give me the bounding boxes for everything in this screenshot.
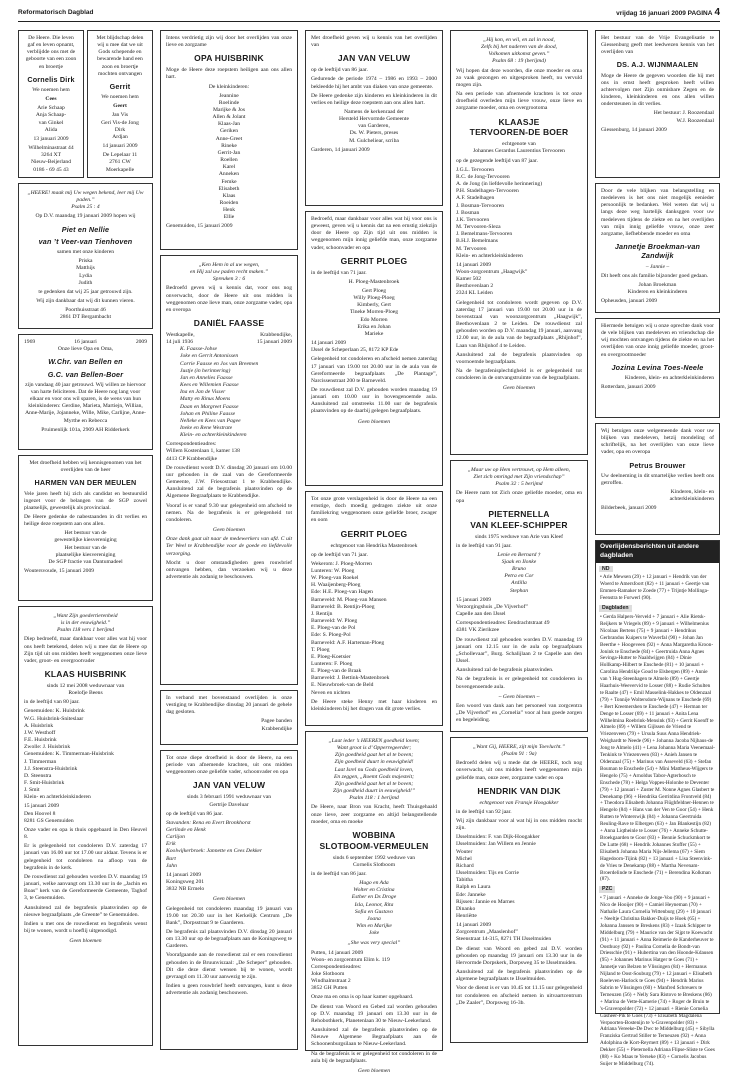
obituary-wobbina-slotboom: „Laat ieder ’s HEEREN goedheid loven; Want groot is d’ Opperregeerder; Zijn goedheid gaat het al te boven; Zijn goedheid duurt in eeuwigheid! Laat Isrel nu Gods goedheid loven, En zeggen, „Roemt Gods majesteit; Zijn goedheid gaat het al te boven; Zijn goedheid duurt in eeuwigheid!” Psalm 118 : 1 berijmd De Heere, naar Bron van Kracht, heeft Thuisgehaald onze lieve, zeer zorgzame en altijd belangstellende moeder, oma en moeke WOBBINA SLOTBOOM-VERMEULEN sinds 6 september 1992 weduwe van Cornelis Slotboom in de leeftijd van 86 jaar. Hugo en Ada Wolter en Cristina Esther en Ds Droge Isla, Leonor, Rita Sofia en Gustavo Joana Wim en Marijke Joke „She was very special” Putten, 14 januari 2009 Woon- en zorgcentrum Elim k. 119 Correspondentieadres: Joke Slotboom Windhalmstraat 2 3852 GH Putten Onze ma en oma is op haar kamer opgebaard. De dienst van Woord en Gebed zal worden gehouden op D.V. maandag 19 januari om 13.30 uur in de Rehobothkerk, Planetenlaan 30 te Nieuw-Leekerland. Aansluitend zal de begrafenis plaatsvinden op de Nieuwe Algemene Begraafplaats aan de Schoonenburgsilaan te Nieuw-Leekerland. Na de begrafenis is er gelegenheid tot condoleren in de aula bij de begraafplaats. Geen bloemen — [305, 731, 443, 1051]
obituary-klaasje-tervooren: „Hij kon, en wil, en zal in nood, Zelfs bij het naderen van de dood, Volkomen uitkomst geven.” Psalm 68 : 19 (berijmd) Wij hopen dat deze woorden, die onze moeder en oma zo vaak gezongen en uitgesproken heeft, nu vervuld mogen zijn. Na een periode van afnemende krachten is tot onze droefheid overleden mijn lieve vrouw, onze lieve en zorgzame moeder, oma en overgrootoma KLAASJE TERVOOREN-DE BOER echtgenote van Johannes Gerardus Laurentius Tervooren op de gezegende leeftijd van 87 jaar. J.G.L. Tervooren R.C. de Jong-Tervooren A. de Jong (in liefdevolle herinnering) P.H. Stadelhagen-Tervooren A.F. Stadelhagen J. Bosman-Tervooren J. Bosman J.K. Tervooren M. Tervooren-Sleza J. Bemelmans-Tervooren B.H.J. Bemelmans M. Tervooren Klein- en achterkleinkinderen 14 januari 2009 Woon-zorgcentrum „Haagwijk” Kamer 502 Besthovenlaan 2 2324 KL Leiden Gelegenheid tot condoleren wordt gegeven op D.V. zaterdag 17 januari van 19.00 tot 20.00 uur in de bovenstzaal van woonzorgcentrum „Haagwijk”, Beethovenlaan 2 te Leiden. De rouwdienst zal gehouden worden op D.V. maandag 19 januari, aanvang 12.00 uur, in de aula van de begraafplaats „Rhijnhof”, Laan van Rhijnhof 4 te Leiden. Aansluitend zal de begrafenis plaatsvinden op voornoemde begraafplaats. Na de begrafenisplechtigheid is er gelegenheid tot condoleren in de ontvangstruimte van de begraafplaats. Geen bloemen — [450, 30, 588, 455]
thanks-jozina-toes-neele: Hiermede betuigen wij u onze oprechte dank voor de vele blijken van medeleven en vriendschap die wij mochten ontvangen tijdens de ziekte en na het overlijden van onze innig geliefde moeder, groot- en overgrootmoeder Jozina Levina Toes-Neele Kinderen, klein- en achterkleinkinderen Rotterdam, januari 2009 — [595, 318, 720, 418]
column-1 — [18, 30, 153, 1044]
obituaries-other-newspapers: Overlijdensberichten uit andere dagbladen ND • Arie Mewsen (29) + 12 januari + Hendrik van der Woerd te Amersfoort (82) + 11 januari + Geertje van Emmen-Ramaker te Zoede (77) + Trijntje Mollinga-Feenstra te Forwerl (90). Dagbladen • Gerda Halpers-Verveld + 7 januari + Alie Rietsk-Reijkers te Vriegels (89) + 9 januari + Wilhelmenius Nicolaas Bertens (75) + 9 januari + Hendrikus Gerbrandus Kuipers te Waverfal (90) + Johan Jan Beerthe + Hoogeveen (92) + Anna Margaretha Kroon-Jonink te Enschede (84) + Geertruida Anna Agnes Sevinga-Hutter te Naaldwijgen (84) + Dinie Hollkamp-Hilbert te Enschede (81) + 10 januari + Carolina Hendrikje Goud te Elsbergen (89) + Annie van 't Hug-Steenhagen te Almelo (89) + Geertje Haarhuis-Weevervid te Losser (88) + Rudie Schulten te Raalte (47) + Emil Masselink-Hakkes te Oldenzaal (79) + Tonnije Woltersdom-Wijnans te Enschede (69) + Bert Kreemershen te Enschede (47) + Herman ter Denge te Losser (69) + 11 januari + Anita Lena Wilhelmina Roebrink-Mensink (93) + Gerrit Koenff te Almelo (69) + Willem Gijlssen de Vriend te Vriezenveen (79) + Ursula Suus Anna Hendriek-Weighardt te Neede (96) + Johanna Jacoba Nijhaus-de Jong te Almelo (41) + Lena Johanna Maria Veenemaal-Tenkink te Vriezenveen (83) + Anieh Jansen te Oldenzaal (75) + Marinus van Asseveld (63) + Stefan Bouman te Enschede (54) + Mini Mattheus-Wijgers te Hengelo (75) + Arnoldus Tabor-Agterbosch te Enschede (78) + Helga Voppes-Holonbe te Deventer (79) + 12 januari + Zuster M. Nonne Agnes Glasbert te Denekamp (96) + Hendrika Gerritdina Frontveld (84) + Theodora Elisabeth Johanna Flüghfeldner-Hennen te Hengelo (84) + Hans van der Ven te Goor (54) + Henk Rutten te Winterswijk (84) + Johanna Geertruida Reuling-Rave te Elbergen (63) + Jan Blankestijn (82) + Anna Liqtheinle te Losser (76) + Anneke Schutte-Broekgaarden te Goor (83) + Bennie Schuckmkort te De Lutte (68) + Hendrik Johannes Stoffer (55) + Elisabeth Johanna Maria Nijs-Jellema (67) + Siem Hagedoorn-Tijink (82) + 13 januari + Lisa Steenvink-de Vries te Denekamp (88) + Martha Nevenam-Broerdelinde te Enschede (71) + Berendina Kolkman (87). PZC • 7 januari + Anneke de Jonge-Voo (90) + 9 januari + Nico de Hooijer (90) + Camiel Heyneman (70) + Nathalie Laura Cornelia Wittenburg (29) + 10 januari + Neeltje Christina Bakker-Duijs te Hoek (65) + Johanna Janssen te Breskens (83) + Izaak Schipper te Middelburg (79) + Maurice van der Sijpt te Koewacht (91) + 11 januari + Anna Reimerie de Kanderheuver te Oosthuoy (92) + Paulina Cornelia de Bondt-van Driesschie (91) + Hubertina van den Hoonde-Kdausen (95) + Johannes Marinus Hatger te Goes (71) + Jannetje van Belzen te Vlissingen (84) + Hermanus Nijland te Oost-Souburg (79) + 12 januari + Elisabeth Roeleven-Harlock te Goes (94) + Hendrik Marius Sabrin te Vlissingen (60) + Manfred Schreuers te Terneuzen (56) + Nelly Sara Ristovo te Breskens (86) + Marina de Vette-Kamerie (74) + Roger de Bruin te 's-Gravenpolder (72) + 12 januari + Rienie Cornelia Gasheer-Pik te Goes (73) + Elisabeth Magdalena Verpoorten-Bostenijn te 's-Gravenpolder (83) + Adriana Vereeke-De Dwc te Middelburg (45) + Sibylla Franziska Gertrud Stiller te Terneuzen (92) + Anna Adolphina de Kort-Reymert (89) + 13 januari + Dirk Dekker (55) + Pieternella Adriana Flipse-Sliste te Goes (88) + Ko Maas te Yerseke (83) + Cornelis Jacobus Suijer te Middelburg (74). — [595, 540, 720, 1014]
obituary-jan-van-veluw-family: Tot onze diepe droefheid is door de Heere, na een periode van afnemende krachten, uit ons midden weggenomen onze geliefde vader, schoonvader en opa JAN VAN VELUW sinds 3 februari 1991 weduwnaar van Gertrije Daveluar op de leeftijd van 86 jaar. Stavanden: Rena en Evert Bronkhorst Gerlinde en Henk Carlijon Erik Koolwijkerbroek: Jannette en Cees Dekker Bart Jahn 14 januari 2009 Koningsweg 201 3832 NB Ermelo Geen bloemen Gelegenheid tot condoleren maandag 19 januari van 19.00 tot 20.30 uur in het Kerkelijk Centrum „De Bank”, Dorpsstraat 9 te Gaarderen. De begrafenis zal plaatsvinden D.V. dinsdag 20 januari om 13.30 uur op de begraafplaats aan de Koningsweg te Garderen. Voorafgaande aan de rouwdienst zal er een rouwdienst gehouden in de Bruunviszaal: „De Scheper” gehouden. Dit die deze dienst wensen bij te wonen, wordt gevraagd om 11.30 uur aanwezig te zijn. Indien u geen rouwbrief heeft ontvangen, kunt u deze advertentie als zodanig beschouwen. — [160, 750, 298, 1050]
obituary-opa-huisbrink: Intens verdrietig zijn wij door het overlijden van onze lieve en zorgzame OPA HUISBRINK Moge de Heere deze roepstem heiligen aan ons allen hart. De kleinkinderen: Jeannine Roelinde Marijke & Jos Allen & Jolant Klaas-Jan Geriken Anne-Greet Rineke Gerrit-Jan Roellen Karel Anneken Femke Elisabeth Klaas Roeiden Henk Ellie Genemuiden, 15 januari 2009 — [160, 30, 298, 250]
obituary-harmen-van-der-meulen: Met droefheid hebben wij kennisgenomen van het overlijden van de heer HARMEN VAN DER MEULEN Vele jaren heeft hij zich als candidat en bestuurslid ingezet voor de belangen van de SGP zowel plaatselijk, gewestelijk als provinciaal. De Heere gedenke de nabestaanden in dit verlies en heilige deze roepstem aan ons allen. Het bestuur van de gewestelijke kiesvereniging Het bestuur van de plaatselijke kiesvereniging De SGP fractie van Dantumadeel Woutersvoude, 15 januari 2009 — [18, 455, 153, 601]
section-title: Overlijdensberichten uit andere dagbladen — [596, 541, 719, 563]
notice-wijnmaalen: Het bestuur van de Vrije Evangelisatie te Giessenburg geeft met leedwezen kennis van het overlijden van DS. A.J. WIJNMAALEN Moge de Heere de gegeven woorden die hij met ons in ernst heeft gesproken heeft willen achtervolgen met Zijn onmisbare Zegen en de kinderen, kleinkinderen en ons allen willen ondersteunen in dit verlies. Het bestuur: J. Roozendaal W.J. Roozendaal Giessenburg, 14 januari 2009 — [595, 30, 720, 178]
obituary-gerrit-ploeg-family: Bedroefd, maar dankbaar voor alles wat hij voor ons is geweest, geven wij u kennis dat na een ernstig ziekzijn door de Heere op Zijn tijd uit ons midden is weggenomen mijn innig geliefde man, onze zorgzame vader, schoonvader en opa GERRIT PLOEG in de leeftijd van 71 jaar. H. Ploeg-Mastenbroek Gert Ploeg Willy Ploeg-Ploeg Kimberly, Gert Tineke Morren-Ploeg Edo Morren Erika en Johan Marieke 14 januari 2009 IJssel de Scheperlaan 25, 8172 KP Ede Gelegenheid tot condoleren en afscheid nemen zaterdag 17 januari van 19.00 tot 20.00 uur in de aula van de Gereformeerde begraafplaats „De Plantage”, Narcissenstraat 200 te Barneveld. De rouwdienst zal D.V. gehouden worden maandag 19 januari om 10.00 uur in bovengenoemde aula. Aansluitend zal omstreeks 11.00 uur de begrafenis plaatsvinden op de daarbij gelegen begraafplaats. Geen bloemen — [305, 211, 443, 486]
obituary-hendrik-van-dijk: „Want Gij, HEERE, zijt mijn Toevlucht.” (Psalm 91 : 9a) Bedroefd delen wij u mede dat de HEERE, toch nog onverwacht, uit ons midden heeft weggenomen mijn geliefde man, onze zeer, zorgzame vader en opa HENDRIK VAN DIJK echtgenoot van Fransje Hoogakker in de leeftijd van 92 jaar. Wij zijn dankbaar voor al wat hij in ons midden mocht zijn. IJsselmuiden: F. van Dijk-Hoogakker IJsselmuiden: Jan Willem en Jennie Wouter Michel Richard IJsselmuiden: Tijs en Corrie Tabitha Ralph en Laura Ede: Janneke Rijssen: Jannie en Marnes Dinanko Henriëtte 14 januari 2009 Zorgcentrum „Maaslenhof” Steenstraat 14-315, 8271 TH IJsselmuiden De dienst van Woord en gebed zal D.V. worden gehouden op maandag 19 januari om 13.30 uur in de Hervormde Dorpskerk, Dorpsweg 35 te IJsselmuiden. Aansluitend zal de begrafenis plaatsvinden op de algemene begraafplaats te IJsselmuiden. Voor de dienst is er van 10.45 tot 11.15 uur gelegenheid tot condoleren en afscheid nemen in uitvaartcentrum „De Zaaler”, Dorpsweg 16-3b. — [450, 737, 588, 1043]
obituary-jan-van-veluw-church: Met droefheid geven wij u kennis van het overlijden van JAN VAN VELUW op de leeftijd van 86 jaar. Gedurende de periode 1974 – 1986 en 1993 – 2000 bekleedde hij het ambt van diaken van onze gemeente. De Heere gedenke zijn kinderen en kleinkinderen in dit verlies en heilige deze roepstem aan ons allen hart. Namens de kerkenraad der Hersteld Hervormde Gemeente van Garderen, Ds. W. Pieters, preses M. Gulcheliear, scriba Garderen, 14 januari 2009 — [305, 30, 443, 206]
page-number: 4 — [714, 7, 720, 18]
newspaper-name: Reformatorisch Dagblad — [18, 9, 94, 16]
column-2 — [160, 30, 298, 1044]
child-name: Cornelis Dirk — [27, 74, 75, 84]
page-header — [18, 8, 720, 22]
anniversary-van-bellen: 1969 16 januari 2009 Onze lieve Opa en Oma, W.Chr. van Bellen en G.C. van Bellen-Boer zijn vandaag 40 jaar getrouwd. Wij willen ze hiervoor van harte feliciteren. Dat de Heere nog lang voor elkaar en voor ons wil sparen, is de wens van hun kleinkinderen: Gerdine, Marieta, Martiejn, Willian, Anne-Marije, Jojanneke, Wille, Mike, Carlijne, Anne-Myrthe en Rebecca Pruimenlijk 101a, 2909 AH Ridderkerk — [18, 334, 153, 450]
notice-pagee-closed: In verband met bovenstaand overlijden is onze vestiging te Krabbendijke dinsdag 20 januari de gehele dag gesloten. Pagee banden Krabbendijke — [160, 690, 298, 745]
anniversary-piet-nellie: „HEERE! maak mij Uw wegen bekend, leer mij Uw paden.” Psalm 25 : 4 Op D.V. maandag 19 januari 2009 hopen wij Piet en Nellie van ’t Veer-van Tienhoven samen met onze kinderen Priska Matthijs Lydia Judith te gedenken dat wij 25 jaar getrouwd zijn. Wij zijn dankbaar dat wij dit kunnen vieren. Poorthuisstraat 46 2861 DT Bergambacht — [18, 183, 153, 329]
obituary-daniel-faasse: „Ken Hem in al uw wegen, en Hij zal uw paden recht maken.” Spreuken 3 : 6 Bedroefd geven wij u kennis dat, voor ons nog onverwacht, door de Heere uit ons midden is weggenomen onze lieve man, onze zorgzame vader, opa en overopa DANIËL FAASSE Westkapelle, 14 juli 1936 Krabbendijke, 15 januari 2009 K. Faasse-Jobse Joke en Gerrit Antonissen Corrie Faasse en Jos van Breemen Justje (in herinnering) Jan en Annelies Faasse Kees en Willemien Faasse Ina en Jan de Visser Matty en Rinus Moens Daan en Margreet Faasse Johan en Philine Faasse Nelleke en Kees van Pagee Ineke en Rene Westrate Klein- en achterkleinkinderen Correspondentieadres: Willem Kostenlaan 1, kamer 138 4413 CP Krabbendijke De rouwdienst wordt D.V. dinsdag 20 januari om 10.00 uur gehouden in de zaal van de Gereformeerde Gemeente, J.W. Friesostraat 1 te Krabbendijke. Aansluitend zal de begrafenis plaatsvinden op de Algemene Begraafplaats te Krabbendijke. Vooraf is er vanaf 9.30 uur gelegenheid om afscheid te nemen. Na de begrafenis is er gelegenheid tot condoleren. Geen bloemen Onze dank gaat uit naar de medewerkers van afd. C uit Ter Weel te Krabbendijke voor de goede en liefdevolle verzorging. Mocht u door omstandigheden geen rouwbrief ontvangen hebben, dan verzoeken wij u deze advertentie als zodanig te beschouwen. — [160, 255, 298, 685]
birth-notice-gerrit: Met blijdschap delen wij u mee dat we uit Gods schepende en bewarende hand een zoon en broertje mochten ontvangen Gerrit We noemen hem Geert Jan Vis Geri Vis-de Jong Dirk Ardjan 14 januari 2009 De Lepelaar 11 2761 CW Moerkapelle — [87, 30, 153, 178]
column-5 — [595, 30, 720, 1067]
obituary-pieternella-van-kleef: „Maar uw op Hem vertrouwt, op Hem alleen, Ziet zich omringd met Zijn vriendschap” Psalm 32 : 5 berijmd De Heere nam tot Zich onze geliefde moeder, oma en opa PIETERNELLA VAN KLEEF-SCHIPPER sinds 1975 weduwe van Arie van Kleef in de leeftijd van 91 jaar. Lenie en Bernard † Sjaak en Ilonke Bruno Petra en Cor Ardilla Stephan 15 januari 2009 Verzorgingshuis „De Vijverhof” Capelle aan den IJssel Correspondentieadres: Eendrachtstraat 49 4381 VK Zierikzee De rouwdienst zal gehouden worden D.V. maandag 19 januari om 12.15 uur in de aula op begraafplaats „Schollevaar”, Burg. Schalijlaan 2 te Capelle aan den IJssel. Aansluitend zal de begrafenis plaatsvinden. Na de begrafenis is er gelegenheid tot condoleren in bovengenoemde aula. ~ Geen bloemen ~ Een woord van dank aan het personeel van zorgcentra „De Vijverhof” en „Cornelia” voor al hun goede zorgen en begeleiding. — [450, 460, 588, 732]
column-4 — [450, 30, 588, 1044]
column-3 — [305, 30, 443, 1074]
birth-notice-cornelis: De Heere. Die leven gaf en leven opnamt, verblijdde ons met de geboorte van een zoon en broertje Cornelis Dirk We noemen hem Cees Arie Schaap Anja Schaap- van Ginkel Alida 13 januari 2009 Wilhelminastraat 44 3264 XT Nieuw-Beijerland 0186 - 69 45 43 — [18, 30, 84, 178]
child-name: Gerrit — [109, 81, 131, 91]
header-date: vrijdag 16 januari 2009 PAGINA 4 — [616, 7, 720, 18]
obituary-gerrit-ploeg-siblings: Tot onze grote verslagenheid is door de Heere na een ernstige, doch moedig gedragen ziekte uit onze familiekring weggenomen onze geliefde broer, zwager en oom GERRIT PLOEG echtgenoot van Hendrika Mastenbroek op de leeftijd van 71 jaar. Wekerom: J. Ploeg-Morren Lunteren: W. Ploeg W. Ploeg-van Roekel H. Waaijenberg-Ploeg Ede: H.E. Ploeg-van Hagen Barneveld: M. Ploeg-van Mansen Barneveld: B. Rentijn-Ploeg J. Rentijn Barneveld: W. Ploeg E. Ploeg-van de Pol Ede: S. Ploeg-Pol Barneveld: A.F. Harteman-Ploeg T. Ploeg E. Ploeg-Koetsier Lunteren: F. Ploeg E. Ploeg-van de Braak Barneveld: J. Bettink-Mastenbroek E. Nieuwbroek-van de Beld Neven en nichten De Heere steke Henny met haar kinderen en kleinkinderen bij het dragen van dit grote verlies. — [305, 491, 443, 726]
thanks-petrus-brouwer: Wij betuigen onze welgemeende dank voor uw blijken van medeleven, hetzij mondeling of schriftelijk, na het overlijden van onze lieve vader, opa en overopa Petrus Brouwer Uw deelneming in dit smartelijke verlies heeft ons getroffen. Kinderen, klein- en achterkleinkinderen Bilderbeek, januari 2009 — [595, 423, 720, 535]
thanks-jannetje-broekman: Door de vele blijken van belangstelling en medeleven is het ons niet mogelijk eenieder persoonlijk te bedanken. Wel weten dat wij u langs deze weg hartelijk danksggen voor uw medeleven tijdens de ziekte en na het overlijden van mijn innig geliefde vrouw, onze zeer zorgzame, liefhebbende moeder en oma Jannetje Broekman-van Zandwijk – Jannie – Dit heeft ons als familie bijzonder goed gedaan. Johan Broekman Kinderen en kleinkinderen Opheusden, januari 2009 — [595, 183, 720, 313]
obituary-klaas-huisbrink: „Want Zijn goedertierenheid is in der eeuwigheid.” Psalm 118 vers 1 berijmd Diep bedroefd, maar dankbaar voor alles wat hij voor ons heeft betekend, delen wij u mee dat de Heere op Zijn tijd uit ons midden heeft weggenomen onze lieve vader, groot- en overgrootvader KLAAS HUISBRINK sinds 12 mei 2008 weduwnaar van Roelofje Beens in de leeftijd van 80 jaar. Genemuiden: K. Huisbrink W.G. Huisbrink-Sniteslaar A. Huisbrink J.W. Westhoff F.E. Huisbrink Zwolle: J. Huisbrink Genemuiden: K. Timmerman-Huisbrink J. Timmerman J.J. Steenstra-Huisbrink D. Steenstra F. Smit-Huisbrink J. Smit Klein- en achterkleinkinderen 15 januari 2009 Den Hoovel 8 8281 GS Genemuiden Onze vader en opa is thuis opgebaard in Den Heuvel 8. Er is gelegenheid tot condoleren D.V. zaterdag 17 januari van 16.00 uur tot 17.00 uur aldaar. Tevens is er gelegenheid tot condoleren na afloop van de begrafenis in de kerk. De rouwdienst zal gehouden worden D.V. maandag 19 januari, welke aanvangt om 13.30 uur in de „Jachin en Boas” kerk van de Gereformeerde Gemeente, Taghof 3, te Genemuiden. Aansluitend zal de begrafenis plaatsvinden op de nieuwe begraafplaats „de Greente” te Genemuiden. Indien u met ons de rouwdienst en begrafenis wenst bij te wonen, wordt u hoeflij uitgenodigd. Geen bloemen — [18, 606, 153, 1046]
